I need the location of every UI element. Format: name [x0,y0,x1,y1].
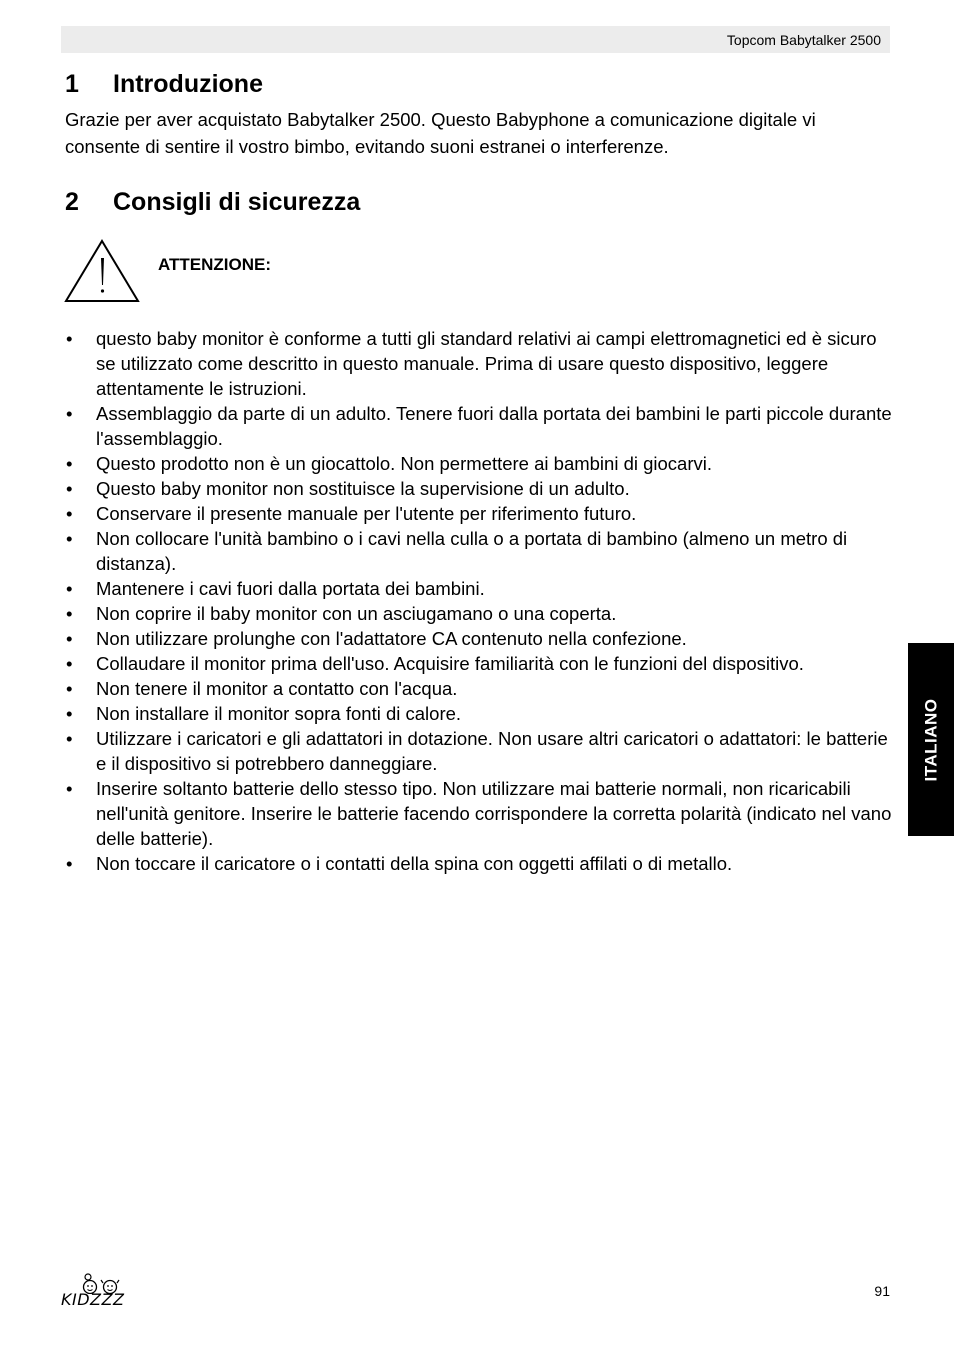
bullet-glyph: • [66,678,73,699]
list-item [65,326,895,401]
section-title: Consigli di sicurezza [113,188,361,216]
list-item [65,726,895,776]
section-title: Introduzione [113,70,263,98]
list-item [65,451,895,476]
header-title: Topcom Babytalker 2500 [726,31,881,48]
list-item-text: Mantenere i cavi fuori dalla portata dei bambini. [96,578,485,599]
logo-text: KIDZZZ [61,1290,125,1309]
kidzzz-logo [58,1272,134,1314]
intro-paragraph: Grazie per aver acquistato Babytalker 2500. Questo Babyphone a comunicazione digitale vi consente di sentire il vostro bimbo, evitando suoni estranei o interferenze. [65,109,816,157]
list-item-text: Non installare il monitor sopra fonti di calore. [96,703,462,724]
list-item [65,651,895,676]
list-item-text: Non coprire il baby monitor con un asciugamano o una coperta. [96,603,617,624]
list-item [65,476,895,501]
language-tab-label: ITALIANO [921,697,941,782]
bullet-glyph: • [66,853,73,874]
list-item-text: Utilizzare i caricatori e gli adattatori in dotazione. Non usare altri caricatori o adattatori: le batterie e il dispositivo si potrebbero danneggiare. [96,728,888,774]
bullet-glyph: • [66,528,73,549]
list-item-text: Inserire soltanto batterie dello stesso tipo. Non utilizzare mai batterie normali, non ricaricabili nell'unità genitore. Inserire le batterie facendo corrispondere la corretta polarità (indicato nel vano delle batterie). [96,778,892,849]
safety-list [65,326,895,876]
list-item [65,626,895,651]
list-item-text: Questo prodotto non è un giocattolo. Non permettere ai bambini di giocarvi. [96,453,713,474]
page-number: 91 [874,1283,890,1299]
list-item-text: Non collocare l'unità bambino o i cavi nella culla o a portata di bambino (almeno un metro di distanza). [96,528,848,574]
list-item [65,401,895,451]
bullet-glyph: • [66,503,73,524]
list-item-text: Non utilizzare prolunghe con l'adattatore CA contenuto nella confezione. [96,628,687,649]
bullet-glyph: • [66,478,73,499]
running-header [61,26,890,53]
bullet-glyph: • [66,728,73,749]
list-item [65,601,895,626]
list-item [65,851,895,876]
list-item [65,776,895,851]
bullet-glyph: • [66,603,73,624]
section-number: 1 [65,70,79,98]
section-heading-sicurezza [65,187,360,217]
list-item-text: Assemblaggio da parte di un adulto. Tenere fuori dalla portata dei bambini le parti piccole durante l'assemblaggio. [96,403,892,449]
list-item-text: Collaudare il monitor prima dell'uso. Acquisire familiarità con le funzioni del dispositivo. [96,653,804,674]
language-tab [908,643,954,836]
list-item [65,576,895,601]
bullet-glyph: • [66,403,73,424]
bullet-glyph: • [66,578,73,599]
bullet-glyph: • [66,328,73,349]
list-item [65,501,895,526]
warning-label: ATTENZIONE: [158,255,272,274]
bullet-glyph: • [66,653,73,674]
bullet-glyph: • [66,628,73,649]
list-item-text: Non toccare il caricatore o i contatti della spina con oggetti affilati o di metallo. [96,853,733,874]
list-item [65,526,895,576]
section-heading-introduzione [65,69,263,99]
list-item-text: Non tenere il monitor a contatto con l'acqua. [96,678,458,699]
list-item [65,676,895,701]
list-item-text: questo baby monitor è conforme a tutti gli standard relativi ai campi elettromagnetici ed è sicuro se utilizzato come descritto in questo manuale. Prima di usare questo dispositivo, leggere attentamente le istruzioni. [96,328,877,399]
bullet-glyph: • [66,453,73,474]
section-number: 2 [65,188,79,216]
list-item-text: Conservare il presente manuale per l'utente per riferimento futuro. [96,503,637,524]
list-item-text: Questo baby monitor non sostituisce la supervisione di un adulto. [96,478,630,499]
warning-triangle-icon [64,239,141,304]
list-item [65,701,895,726]
bullet-glyph: • [66,778,73,799]
bullet-glyph: • [66,703,73,724]
